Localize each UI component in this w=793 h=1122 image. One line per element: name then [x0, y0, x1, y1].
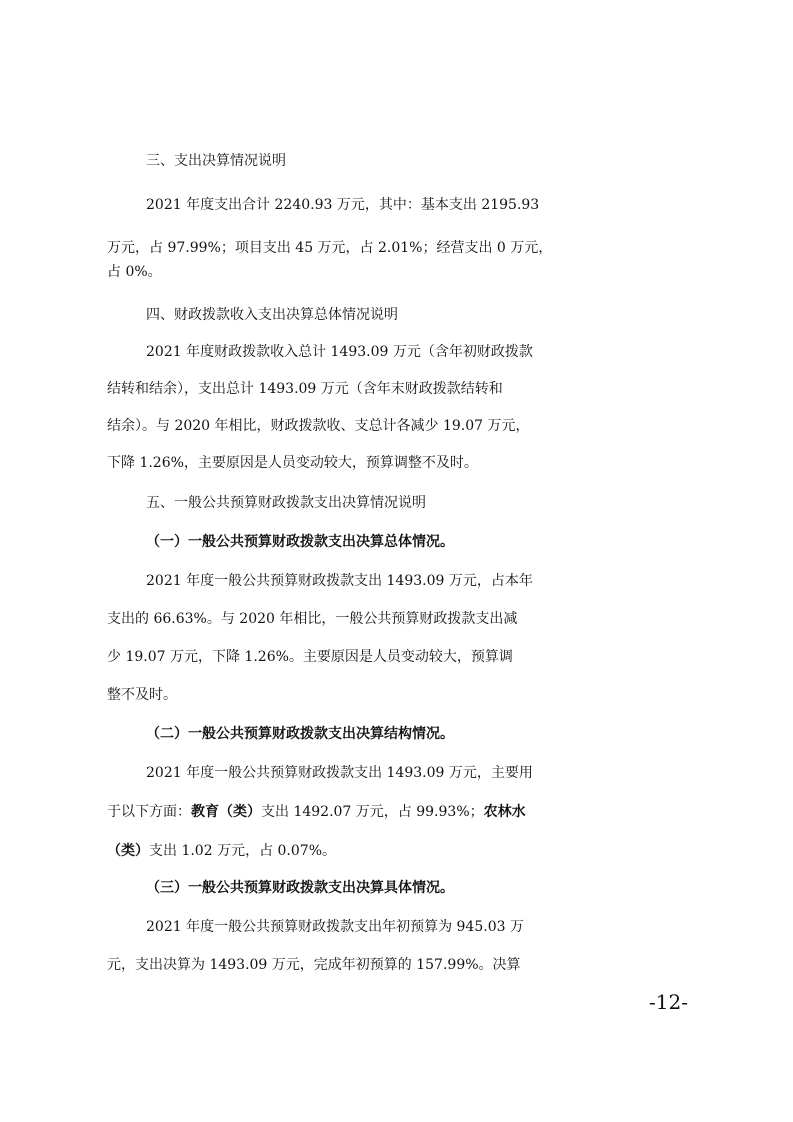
subsection-heading: （一）一般公共预算财政拨款支出决算总体情况。 — [146, 534, 454, 550]
paragraph-line: 万元，占 97.99%；项目支出 45 万元，占 2.01%；经营支出 0 万元， — [107, 240, 553, 256]
paragraph-line: 下降 1.26%，主要原因是人员变动较大，预算调整不及时。 — [107, 455, 478, 471]
paragraph-line: 2021 年度财政拨款收入总计 1493.09 万元（含年初财政拨款 — [146, 344, 533, 360]
paragraph-line: 整不及时。 — [107, 687, 177, 703]
paragraph-line: 少 19.07 万元，下降 1.26%。主要原因是人员变动较大，预算调 — [107, 649, 513, 665]
section-heading: 五、一般公共预算财政拨款支出决算情况说明 — [146, 495, 426, 511]
category-label: （类） — [107, 843, 149, 859]
paragraph-line: 2021 年度一般公共预算财政拨款支出 1493.09 万元，主要用 — [146, 765, 533, 781]
paragraph-line: 结转和结余），支出总计 1493.09 万元（含年末财政拨款结转和 — [107, 381, 503, 397]
section-heading: 四、财政拨款收入支出决算总体情况说明 — [146, 307, 398, 323]
paragraph-line: 结余）。与 2020 年相比，财政拨款收、支总计各减少 19.07 万元， — [107, 418, 530, 434]
paragraph-line: 于以下方面：教育（类）支出 1492.07 万元，占 99.93%；农林水 — [107, 804, 526, 820]
paragraph-line: 2021 年度一般公共预算财政拨款支出 1493.09 万元，占本年 — [146, 573, 533, 589]
paragraph-line: （类）支出 1.02 万元，占 0.07%。 — [107, 843, 336, 859]
subsection-heading: （三）一般公共预算财政拨款支出决算具体情况。 — [146, 880, 454, 896]
category-label: 教育（类） — [191, 804, 261, 820]
subsection-heading: （二）一般公共预算财政拨款支出决算结构情况。 — [146, 726, 454, 742]
section-heading: 三、支出决算情况说明 — [146, 153, 286, 169]
category-label: 农林水 — [483, 804, 526, 820]
paragraph-line: 2021 年度一般公共预算财政拨款支出年初预算为 945.03 万 — [146, 919, 524, 935]
page-number: -12- — [649, 990, 688, 1014]
paragraph-line: 元，支出决算为 1493.09 万元，完成年初预算的 157.99%。决算 — [107, 957, 521, 973]
paragraph-line: 占 0%。 — [107, 264, 162, 280]
paragraph-line: 2021 年度支出合计 2240.93 万元，其中：基本支出 2195.93 — [146, 197, 540, 213]
paragraph-line: 支出的 66.63%。与 2020 年相比，一般公共预算财政拨款支出减 — [107, 611, 518, 627]
